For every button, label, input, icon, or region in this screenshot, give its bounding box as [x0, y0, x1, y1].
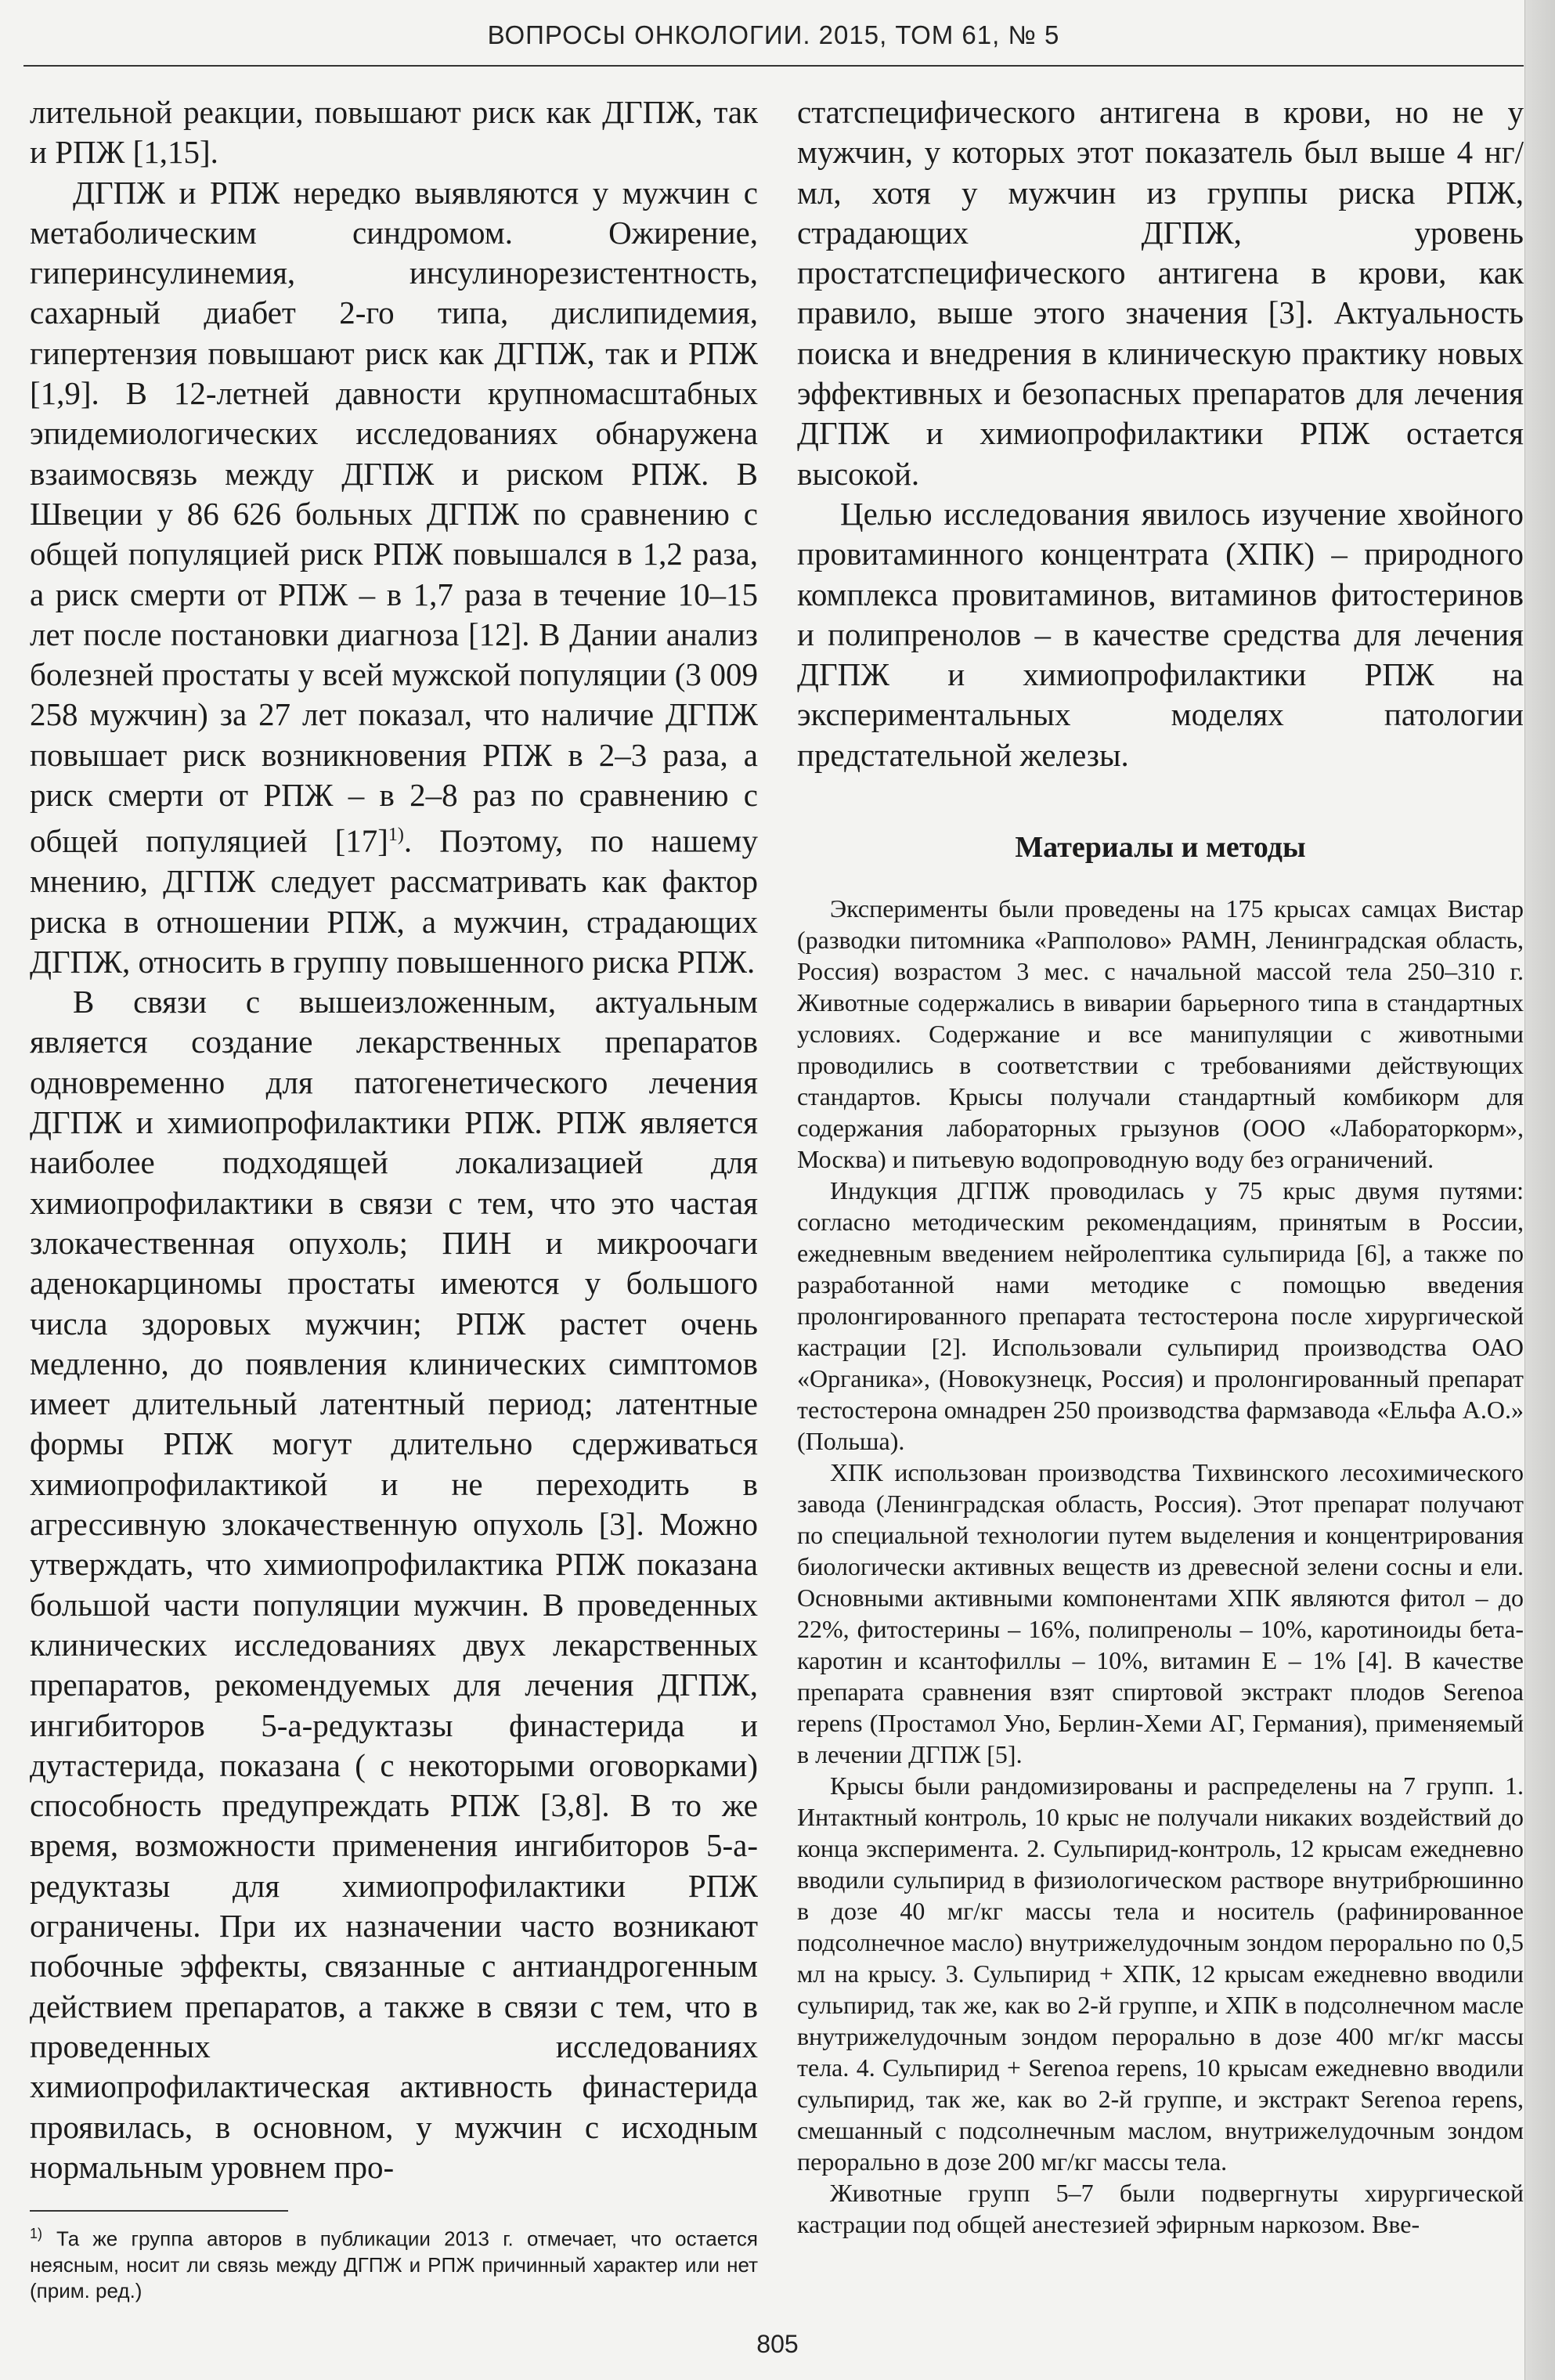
- paragraph: Индукция ДГПЖ проводилась у 75 крыс двумя путями: согласно методическим рекомендациям, принятым в России, ежедневным введением нейролептика сульпирида [6], а также по разработанной нами методике с помощью введения пролонгированного препарата тестостерона после хирургической кастрации [2]. Использовали сульпирид производства ОАО «Органика», (Новокузнецк, Россия) и пролонгированный препарат тестостерона омнадрен 250 производства фармзавода «Ельфа А.О.» (Польша).: [797, 1176, 1524, 1456]
- paragraph: Крысы были рандомизированы и распределены на 7 групп. 1. Интактный контроль, 10 крыс не получали никаких воздействий до конца эксперимента. 2. Сульпирид-контроль, 12 крысам ежедневно вводили сульпирид в физиологическом растворе внутрибрюшинно в дозе 40 мг/кг массы тела и носитель (рафинированное подсолнечное масло) внутрижелудочным зондом перорально по 0,5 мл на крысу. 3. Сульпирид + ХПК, 12 крысам ежедневно вводили сульпирид, так же, как во 2-й группе, и ХПК в подсолнечном масле внутрижелудочным зондом перорально в дозе 400 мг/кг массы тела. 4. Сульпирид + Serenoa repens, 10 крысам ежедневно вводили сульпирид, так же, как во 2-й группе, и экстракт Serenoa repens, смешанный с подсолнечным маслом, внутрижелудочным зондом перорально в дозе 200 мг/кг массы тела.: [797, 1771, 1524, 2176]
- paragraph: Целью исследования явилось изучение хвойного провитаминного концентрата (ХПК) – природного комплекса провитаминов, витаминов фитостеринов и полипренолов – в качестве средства для лечения ДГПЖ и химиопрофилактики РПЖ на экспериментальных моделях патологии предстательной железы.: [797, 495, 1524, 773]
- paragraph-text: ДГПЖ и РПЖ нередко выявляются у мужчин с метаболическим синдромом. Ожирение, гиперинсулинемия, инсулинорезистентность, сахарный диабет 2-го типа, дислипидемия, гипертензия повышают риск как ДГПЖ, так и РПЖ [1,9]. В 12-летней давности крупномасштабных эпидемиологических исследованиях обнаружена взаимосвязь между ДГПЖ и риском РПЖ. В Швеции у 86 626 больных ДГПЖ по сравнению с общей популяцией риск РПЖ повышался в 1,2 раза, а риск смерти от РПЖ – в 1,7 раза в течение 10–15 лет после постановки диагноза [12]. В Дании анализ болезней простаты у всей мужской популяции (3 009 258 мужчин) за 27 лет показал, что наличие ДГПЖ повышает риск возникновения РПЖ в 2–3 раза, а риск смерти от РПЖ – в 2–8 раз по сравнению с общей популяцией [17]: [30, 174, 758, 859]
- section-heading: Материалы и методы: [1015, 831, 1306, 865]
- left-column: [30, 92, 758, 2187]
- page-edge: [1524, 0, 1555, 2380]
- footnote-rule: [30, 2210, 288, 2212]
- footnote: [30, 2221, 758, 2304]
- paragraph: [30, 173, 758, 983]
- footnote-ref: 1): [388, 825, 404, 846]
- paragraph: ХПК использован производства Тихвинского лесохимического завода (Ленинградская область, Россия). Этот препарат получают по специальной технологии путем выделения и концентрирования биологически активных веществ из древесной зелени сосны и ели. Основными активными компонентами ХПК являются фитол – до 22%, фитостерины – 16%, полипренолы – 10%, каротиноиды бета-каротин и ксантофиллы – 10%, витамин Е – 1% [4]. В качестве препарата сравнения взят спиртовой экстракт плодов Serenoa repens (Простамол Уно, Берлин-Хеми АГ, Германия), применяемый в лечении ДГПЖ [5].: [797, 1458, 1524, 1769]
- header-rule: [23, 65, 1524, 67]
- paragraph: статспецифического антигена в крови, но не у мужчин, у которых этот показатель был выше 4 нг/мл, хотя у мужчин из группы риска РПЖ, страдающих ДГПЖ, уровень простатспецифического антигена в крови, как правило, выше этого значения [3]. Актуальность поиска и внедрения в клиническую практику новых эффективных и безопасных препаратов для лечения ДГПЖ и химиопрофилактики РПЖ остается высокой.: [797, 94, 1524, 492]
- paragraph: В связи с вышеизложенным, актуальным является создание лекарственных препаратов одновременно для патогенетического лечения ДГПЖ и химиопрофилактики РПЖ. РПЖ является наиболее подходящей локализацией для химиопрофилактики в связи с тем, что это частая злокачественная опухоль; ПИН и микроочаги аденокарциномы простаты имеются у большого числа здоровых мужчин; РПЖ растет очень медленно, до появления клинических симптомов имеет длительный латентный период; латентные формы РПЖ могут длительно сдерживаться химиопрофилактикой и не переходить в агрессивную злокачественную опухоль [3]. Можно утверждать, что химиопрофилактика РПЖ показана большой части популяции мужчин. В проведенных клинических исследованиях двух лекарственных препаратов, рекомендуемых для лечения ДГПЖ, ингибиторов 5-а-редуктазы финастерида и дутастерида, показана ( с некоторыми оговорками) способность предупреждать РПЖ [3,8]. В то же время, возможности применения ингибиторов 5-а-редуктазы для химиопрофилактики РПЖ ограничены. При их назначении часто возникают побочные эффекты, связанные с антиандрогенным действием препаратов, а также в связи с тем, что в проведенных исследованиях химиопрофилактическая активность финастерида проявилась, в основном, у мужчин с исходным нормальным уровнем про-: [30, 984, 758, 2185]
- page-number: 805: [756, 2330, 799, 2358]
- running-header: ВОПРОСЫ ОНКОЛОГИИ. 2015, ТОМ 61, № 5: [487, 20, 1060, 49]
- footnote-marker: 1): [30, 2226, 43, 2241]
- paragraph: лительной реакции, повышают риск как ДГПЖ, так и РПЖ [1,15].: [30, 94, 758, 171]
- right-column: [797, 92, 1524, 2240]
- paragraph: Эксперименты были проведены на 175 крысах самцах Вистар (разводки питомника «Рапполово» РАМН, Ленинградская область, Россия) возрастом 3 мес. с начальной массой тела 250–310 г. Животные содержались в виварии барьерного типа в стандартных условиях. Содержание и все манипуляции с животными проводились в соответствии с требованиями действующих стандартов. Крысы получали стандартный комбикорм для содержания лабораторных грызунов (ООО «Лабораторкорм», Москва) и питьевую водопроводную воду без ограничений.: [797, 894, 1524, 1174]
- paragraph-text: . Поэтому, по нашему мнению, ДГПЖ следует рассматривать как фактор риска в отношении РПЖ, а мужчин, страдающих ДГПЖ, относить в группу повышенного риска РПЖ.: [30, 823, 758, 980]
- footnote-text: Та же группа авторов в публикации 2013 г. отмечает, что остается неясным, носит ли связь между ДГПЖ и РПЖ причинный характер или нет (прим. ред.): [30, 2227, 758, 2302]
- paragraph: Животные групп 5–7 были подвергнуты хирургической кастрации под общей анестезией эфирным наркозом. Вве-: [797, 2179, 1524, 2239]
